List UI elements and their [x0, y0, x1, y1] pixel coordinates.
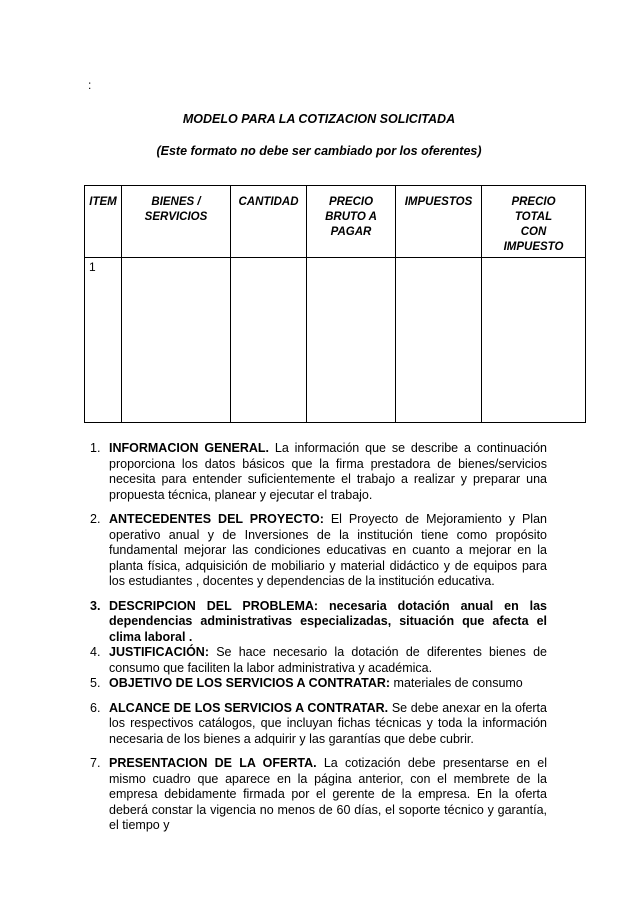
section-objetivo — [90, 676, 547, 692]
section-alcance — [90, 701, 547, 748]
cell-bienes — [122, 258, 231, 423]
page-title: MODELO PARA LA COTIZACION SOLICITADA — [182, 112, 456, 126]
page-colon: : — [88, 78, 92, 92]
section-text: necesaria dotación anual en las dependencias administrativas especializadas, situación que afecta el clima laboral . — [109, 598, 547, 644]
section-number: 2. — [90, 512, 101, 526]
section-body — [109, 756, 547, 834]
header-cantidad: CANTIDAD — [231, 186, 307, 258]
header-precio-bruto-label: PRECIO BRUTO A PAGAR — [325, 196, 377, 238]
section-heading: PRESENTACION DE LA OFERTA. — [109, 756, 317, 770]
section-text: materiales de consumo — [393, 676, 523, 690]
section-justificacion — [90, 645, 547, 676]
section-number: 4. — [90, 645, 101, 659]
section-body — [109, 512, 547, 590]
cell-impuestos — [396, 258, 482, 423]
section-heading: INFORMACION GENERAL. — [109, 441, 270, 455]
cell-precio-bruto — [307, 258, 396, 423]
page-subtitle: (Este formato no debe ser cambiado por los oferentes) — [156, 144, 482, 158]
section-text: Se debe anexar en la oferta los respectivos catálogos, que incluyan fichas técnicas y toda la información necesaria de los bienes a adquirir y las garantías que debe cubrir. — [109, 700, 547, 746]
header-precio-total-label: PRECIO TOTAL CON IMPUESTO — [503, 196, 564, 253]
section-text: El Proyecto de Mejoramiento y Plan operativo anual y de Inversiones de la institución tiene como propósito fundamental mejorar las condiciones educativas en cuanto a mejorar en la planta física, adquisición de mobiliario y material didáctico y de equipos para los estudiantes , docentes y dependencias de la institución educativa. — [109, 512, 547, 588]
header-impuestos: IMPUESTOS — [396, 186, 482, 258]
header-precio-total — [482, 186, 586, 258]
section-body — [109, 441, 547, 503]
section-text: Se hace necesario la dotación de diferentes bienes de consumo que faciliten la labor administrativa y académica. — [109, 645, 547, 675]
section-body — [109, 645, 547, 676]
section-number: 6. — [90, 700, 101, 715]
section-body — [109, 676, 547, 692]
section-heading: ANTECEDENTES DEL PROYECTO: — [109, 512, 324, 526]
section-heading: JUSTIFICACIÓN: — [109, 645, 209, 659]
cell-cantidad — [231, 258, 307, 423]
section-text: La información que se describe a continuación proporciona los datos básicos que la firma prestadora de bienes/servicios necesita para entender suficientemente el trabajo a realizar y preparar una propuesta técnica, planear y ejecutar el trabajo. — [109, 441, 547, 502]
table-header-row — [85, 186, 586, 258]
cell-precio-total — [482, 258, 586, 423]
section-body — [109, 599, 547, 646]
header-precio-bruto — [307, 186, 396, 258]
section-heading: OBJETIVO DE LOS SERVICIOS A CONTRATAR: — [109, 676, 391, 690]
section-antecedentes — [90, 512, 547, 590]
section-heading: ALCANCE DE LOS SERVICIOS A CONTRATAR. — [109, 700, 389, 715]
sections-list — [90, 441, 547, 843]
quotation-table — [84, 185, 586, 423]
section-number: 3. — [90, 598, 101, 613]
header-item: ITEM — [85, 186, 122, 258]
section-descripcion-problema — [90, 599, 547, 646]
section-number: 7. — [90, 756, 101, 770]
header-bienes-servicios: BIENES / SERVICIOS — [122, 186, 231, 258]
cell-item: 1 — [85, 258, 122, 423]
section-heading: DESCRIPCION DEL PROBLEMA: — [109, 598, 319, 613]
section-informacion-general — [90, 441, 547, 503]
section-presentacion-oferta — [90, 756, 547, 834]
section-text: La cotización debe presentarse en el mismo cuadro que aparece en la página anterior, con el membrete de la empresa debidamente firmada por el gerente de la empresa. En la oferta deberá constar la vigencia no menos de 60 días, el soporte técnico y garantía, el tiempo y — [109, 756, 547, 832]
table-row — [85, 258, 586, 423]
section-number: 5. — [90, 676, 101, 690]
section-number: 1. — [90, 441, 101, 455]
section-body — [109, 701, 547, 748]
